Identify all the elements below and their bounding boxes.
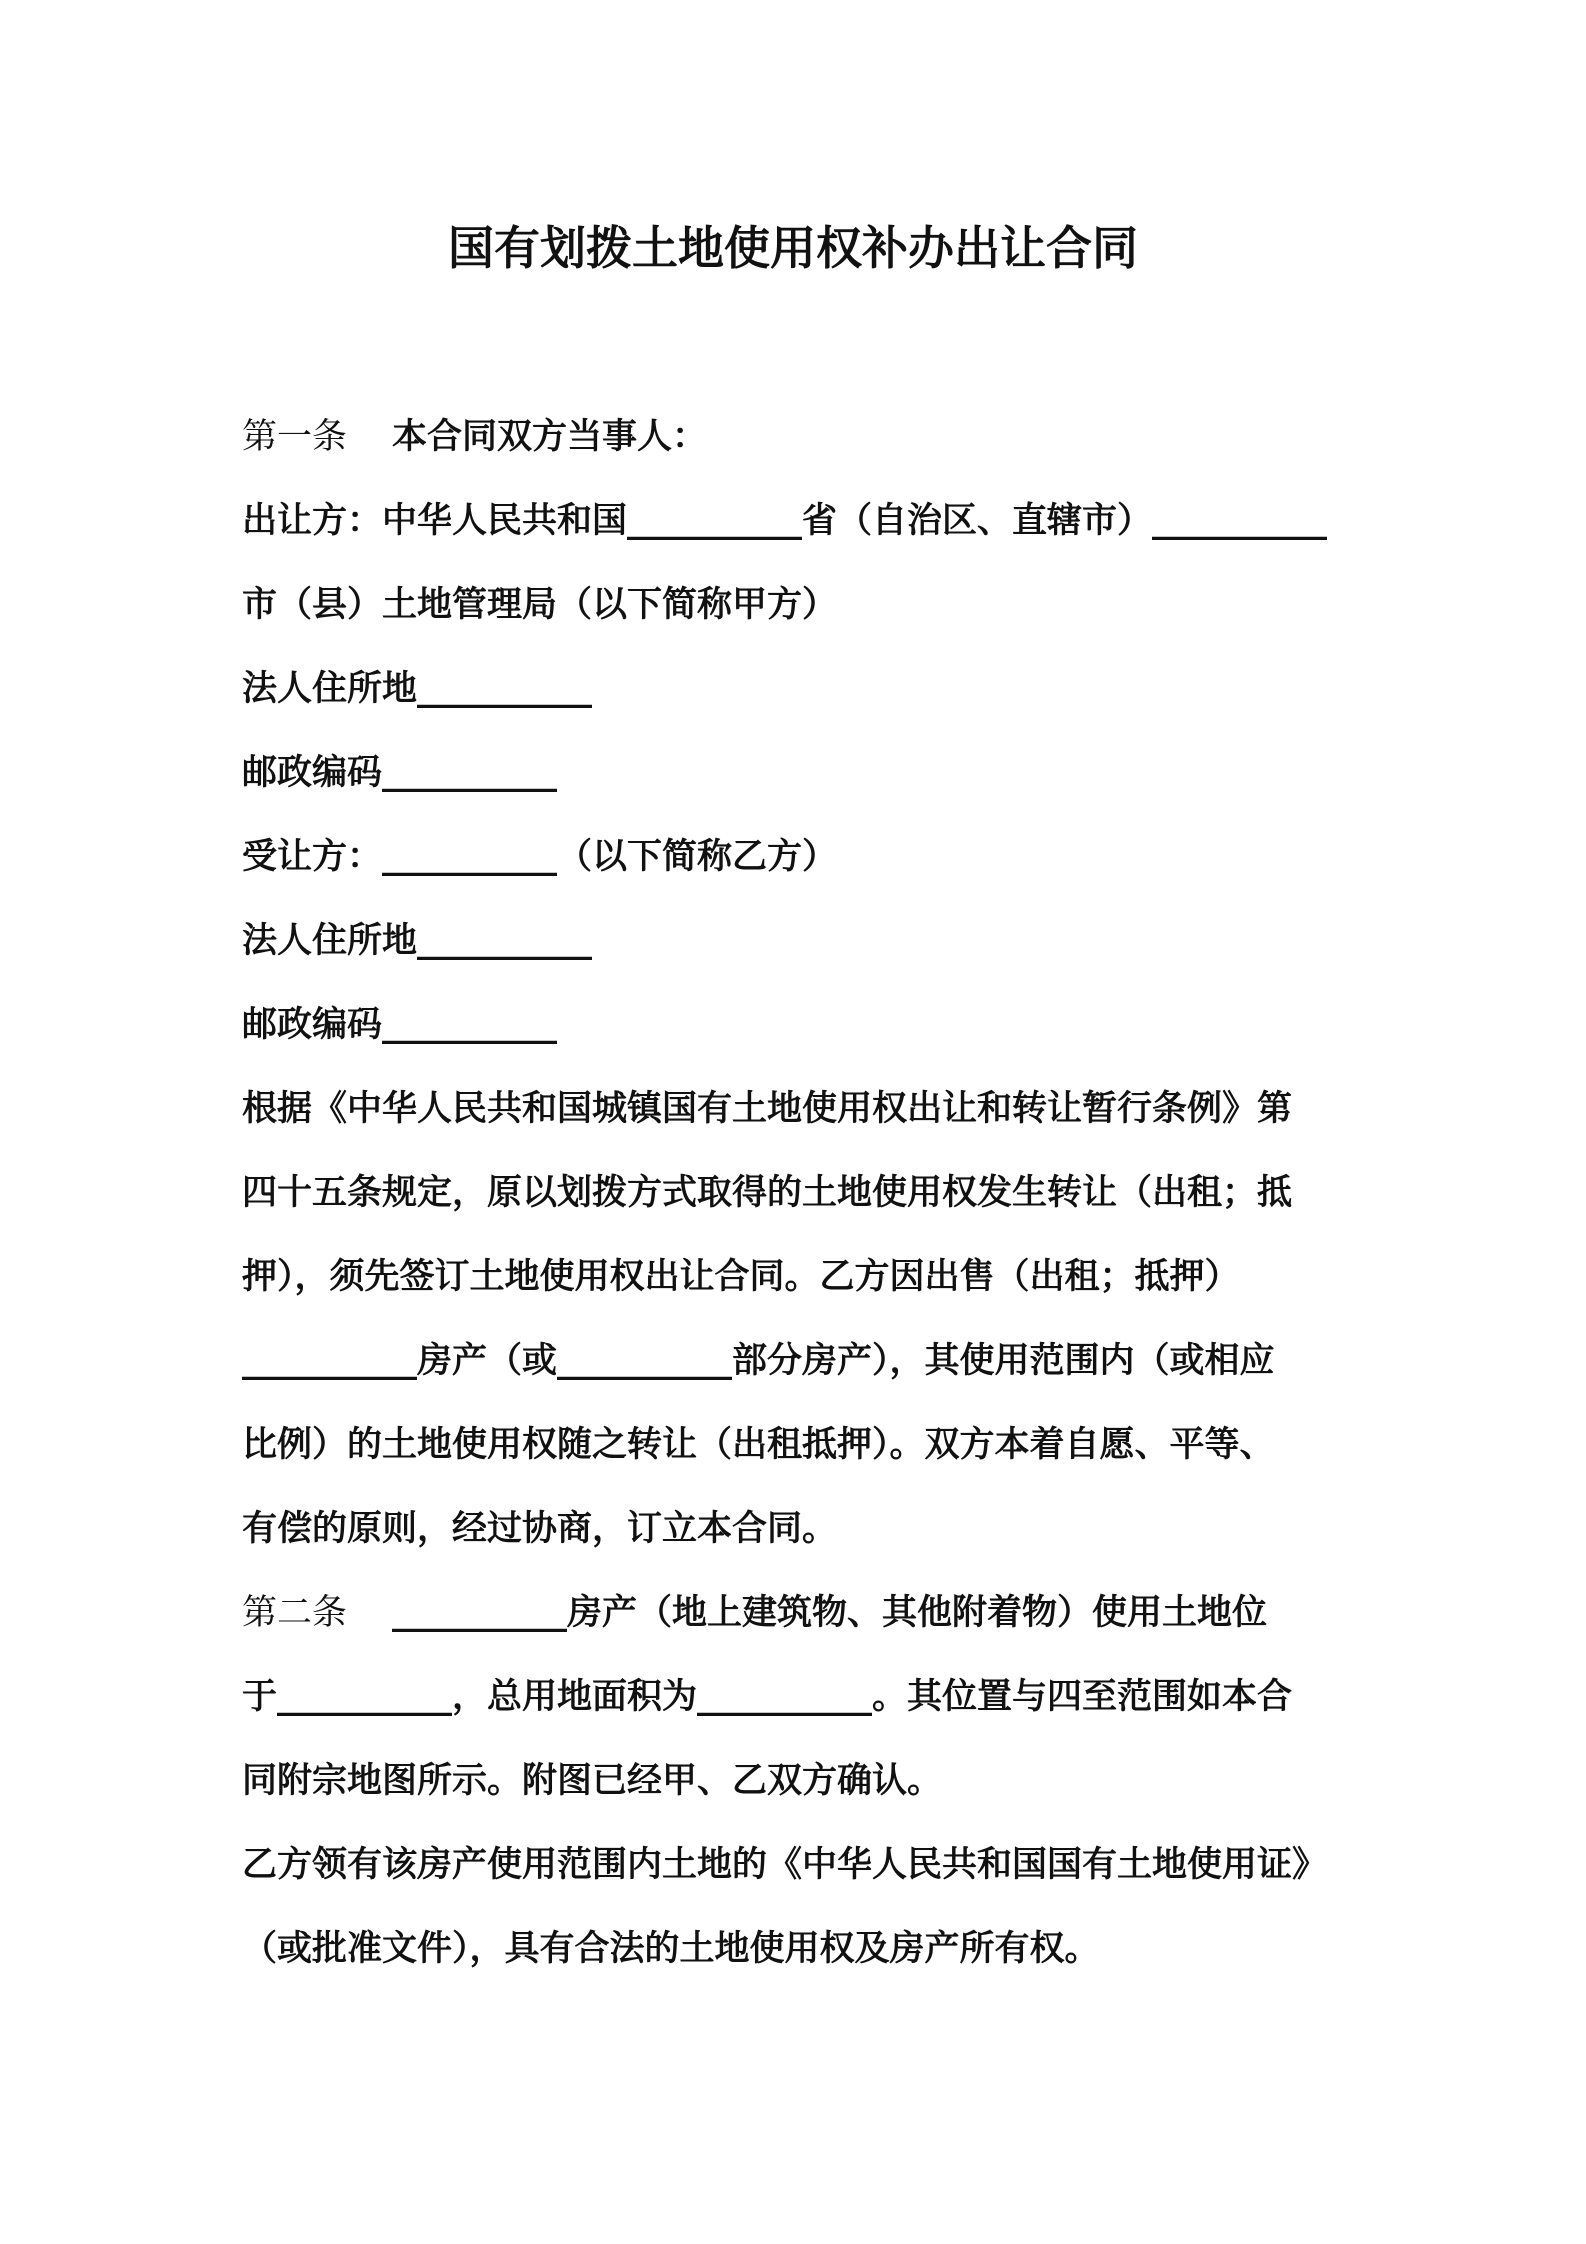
article-text: __________房产（地上建筑物、其他附着物）使用土地位 [392, 1593, 1268, 1633]
paragraph-line: （或批准文件），具有合法的土地使用权及房产所有权。 [242, 1929, 1100, 1969]
article-2-heading [242, 1588, 1382, 1638]
article-label: 第二条 [242, 1593, 348, 1633]
paragraph-line: 根据《中华人民共和国城镇国有土地使用权出让和转让暂行条例》第 [242, 1089, 1293, 1129]
paragraph-line: 市（县）土地管理局（以下简称甲方） [242, 585, 838, 625]
paragraph-line: 法人住所地__________ [242, 669, 593, 709]
paragraph-line: 受让方：__________（以下简称乙方） [242, 837, 838, 877]
paragraph-line: 比例）的土地使用权随之转让（出租抵押）。双方本着自愿、平等、 [242, 1425, 1275, 1465]
paragraph-line: 法人住所地__________ [242, 921, 593, 961]
paragraph-line: 出让方：中华人民共和国__________省（自治区、直辖市）__________ [242, 501, 1328, 541]
paragraph-line: 乙方领有该房产使用范围内土地的《中华人民共和国国有土地使用证》 [242, 1845, 1328, 1885]
document-title: 国有划拨土地使用权补办出让合同 [448, 221, 1138, 275]
paragraph-line: 于__________，总用地面积为__________。其位置与四至范围如本合 [242, 1677, 1293, 1717]
paragraph-line: 同附宗地图所示。附图已经甲、乙双方确认。 [242, 1761, 943, 1801]
paragraph-line: 邮政编码__________ [242, 753, 558, 793]
paragraph-line: 押），须先签订土地使用权出让合同。乙方因出售（出租；抵押） [242, 1257, 1240, 1297]
article-text: 本合同双方当事人： [392, 417, 708, 457]
paragraph-line: 有偿的原则，经过协商，订立本合同。 [242, 1509, 838, 1549]
paragraph-line: 邮政编码__________ [242, 1005, 558, 1045]
paragraph-line: 四十五条规定，原以划拨方式取得的土地使用权发生转让（出租；抵 [242, 1173, 1293, 1213]
article-1-heading [242, 412, 1382, 462]
article-label: 第一条 [242, 417, 348, 457]
paragraph-line: __________房产（或__________部分房产），其使用范围内（或相应 [242, 1341, 1275, 1381]
